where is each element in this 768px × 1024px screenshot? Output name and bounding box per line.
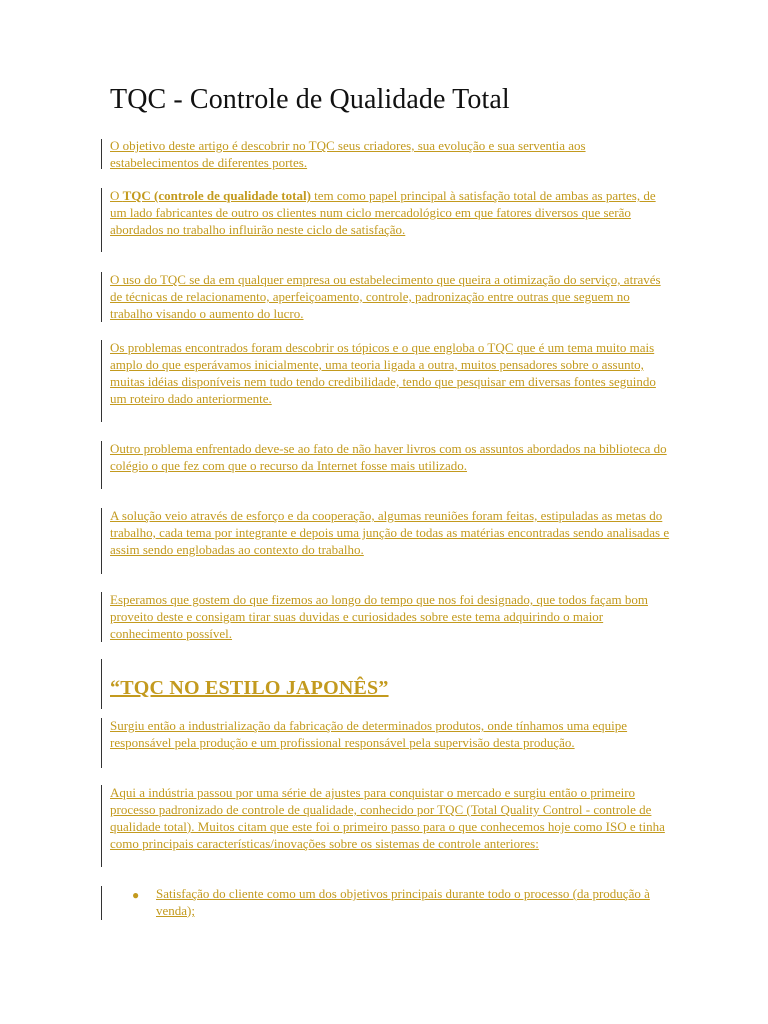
bullet-dot-icon: ●	[132, 888, 140, 902]
section-paragraph-1[interactable]: Surgiu então a industrialização da fabricação de determinados produtos, onde tínhamos uma equipe responsável pela produção e um profissional responsável pela supervisão desta produção.	[110, 718, 628, 750]
intro-paragraph-3[interactable]: O uso do TQC se da em qualquer empresa ou estabelecimento que queira a otimização do serviço, através de técnicas de relacionamento, aperfeiçoamento, controle, padronização entre outras que seguem no trabalho visando o aumento do lucro.	[110, 272, 661, 321]
change-bar	[101, 785, 102, 867]
intro-paragraph-2[interactable]: O TQC (controle de qualidade total) tem como papel principal à satisfação total de ambas as partes, de um lado fabricantes de outro os clientes num ciclo mercadológico em que fatores diversos que serão abordados no trabalho influirão neste ciclo de satisfação.	[110, 188, 656, 237]
change-bar	[101, 718, 102, 768]
change-bar	[101, 508, 102, 574]
change-bar	[101, 272, 102, 322]
change-bar	[101, 139, 102, 169]
change-bar	[101, 659, 102, 709]
change-bar	[101, 188, 102, 252]
section-paragraph-2[interactable]: Aqui a indústria passou por uma série de ajustes para conquistar o mercado e surgiu então o primeiro processo padronizado de controle de qualidade, conhecido por TQC (Total Quality Control - controle de qualidade total). Muitos citam que este foi o primeiro passo para o que conhecemos hoje como ISO e tinha como principais características/inovações sobre os sistemas de controle anteriores:	[110, 785, 665, 851]
change-bar	[101, 886, 102, 920]
list-item[interactable]: ● Satisfação do cliente como um dos objetivos principais durante todo o processo (da produção à venda);	[132, 886, 650, 918]
intro-paragraph-6[interactable]: A solução veio através de esforço e da cooperação, algumas reuniões foram feitas, estipuladas as metas do trabalho, cada tema por integrante e depois uma junção de todas as matérias encontradas sendo analisadas e assim sendo englobadas ao contexto do trabalho.	[110, 508, 670, 557]
intro-paragraph-4[interactable]: Os problemas encontrados foram descobrir os tópicos e o que engloba o TQC que é um tema muito mais amplo do que esperávamos inicialmente, uma teoria ligada a outra, muitos pensadores sobre o assunto, muitas idéias disponíveis nem tudo tendo credibilidade, tendo que pesquisar em diversas fontes seguindo um roteiro dado anteriormente.	[110, 340, 656, 406]
intro-paragraph-5[interactable]: Outro problema enfrentado deve-se ao fato de não haver livros com os assuntos abordados na biblioteca do colégio o que fez com que o recurso da Internet fosse mais utilizado.	[110, 441, 667, 473]
tqc-bold-term: TQC (controle de qualidade total)	[122, 188, 311, 203]
intro-paragraph-1[interactable]: O objetivo deste artigo é descobrir no TQC seus criadores, sua evolução e sua serventia aos estabelecimentos de diferentes portes.	[110, 138, 586, 170]
change-bar	[101, 441, 102, 489]
document-title: TQC - Controle de Qualidade Total	[110, 84, 510, 115]
bullet-list	[110, 886, 670, 920]
section-title[interactable]: “TQC NO ESTILO JAPONÊS”	[110, 677, 389, 699]
intro-paragraph-7[interactable]: Esperamos que gostem do que fizemos ao longo do tempo que nos foi designado, que todos façam bom proveito deste e consigam tirar suas duvidas e curiosidades sobre este tema adquirindo o maior conhecimento possível.	[110, 592, 648, 641]
change-bar	[101, 340, 102, 422]
change-bar	[101, 592, 102, 642]
